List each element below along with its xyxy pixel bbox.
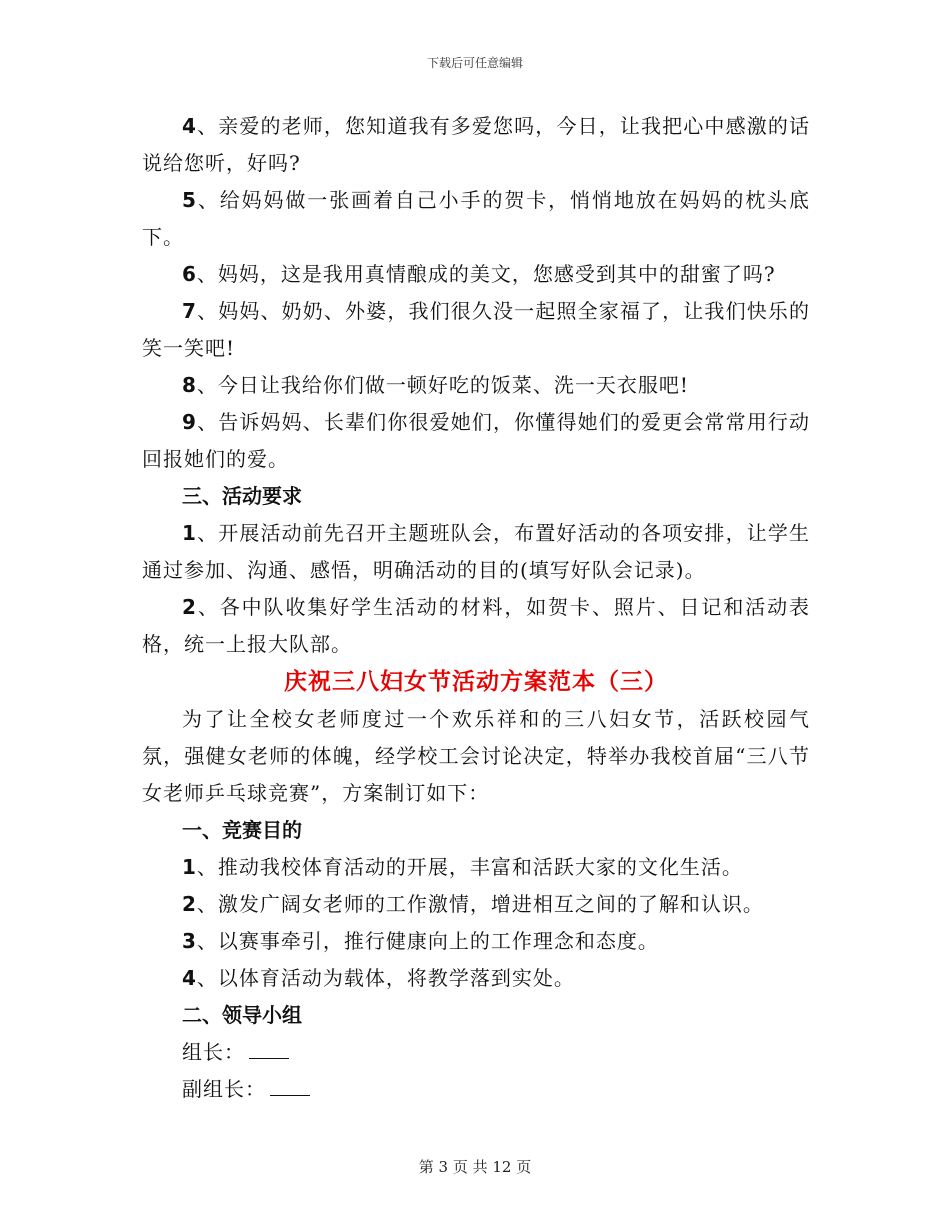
leader-line: [142, 1034, 810, 1071]
section-heading-leaders: 二、领导小组: [182, 1003, 302, 1027]
item-number: 5: [182, 188, 197, 212]
list-item: [142, 960, 810, 997]
list-item: [142, 589, 810, 663]
item-number: 8: [182, 373, 197, 397]
list-item: [142, 849, 810, 886]
page-number: 第 3 页 共 12 页: [418, 1158, 532, 1176]
item-number: 6: [182, 262, 197, 286]
section-heading-goal: 一、竞赛目的: [182, 818, 302, 842]
item-number: 9: [182, 410, 197, 434]
section-heading-requirements: 三、活动要求: [182, 484, 302, 508]
page-header-note: 下载后可任意编辑: [426, 56, 523, 70]
list-item: [142, 923, 810, 960]
intro-paragraph: 为了让全校女老师度过一个欢乐祥和的三八妇女节，活跃校园气氛，强健女老师的体魄，经学校工会讨论决定，特举办我校首届“三八节女老师乒乓球竞赛”，方案制订如下：: [142, 707, 810, 805]
leader-blank: [249, 1057, 289, 1059]
document-section-title: 庆祝三八妇女节活动方案范本（三）: [284, 669, 668, 695]
item-text: 、给妈妈做一张画着自己小手的贺卡，悄悄地放在妈妈的枕头底下。: [142, 188, 810, 249]
item-text: 、各中队收集好学生活动的材料，如贺卡、照片、日记和活动表格，统一上报大队部。: [142, 595, 810, 656]
list-item: [142, 108, 810, 182]
item-text: 、亲爱的老师，您知道我有多爱您吗，今日，让我把心中感激的话说给您听，好吗?: [142, 114, 810, 175]
item-text: 、以赛事牵引，推行健康向上的工作理念和态度。: [196, 929, 659, 953]
item-text: 、告诉妈妈、长辈们你很爱她们，你懂得她们的爱更会常常用行动回报她们的爱。: [142, 410, 810, 471]
list-item: [142, 256, 810, 293]
item-text: 、开展活动前先召开主题班队会，布置好活动的各项安排，让学生通过参加、沟通、感悟，明确活动的目的(填写好队会记录)。: [142, 521, 810, 582]
item-number: 2: [182, 892, 197, 916]
list-item: [142, 404, 810, 478]
item-number: 1: [182, 855, 197, 879]
item-number: 4: [182, 114, 197, 138]
item-text: 、妈妈，这是我用真情酿成的美文，您感受到其中的甜蜜了吗?: [196, 262, 776, 286]
leader-label: 组长：: [182, 1040, 245, 1064]
item-text: 、妈妈、奶奶、外婆，我们很久没一起照全家福了，让我们快乐的笑一笑吧!: [142, 299, 810, 360]
item-text: 、激发广阔女老师的工作激情，增进相互之间的了解和认识。: [196, 892, 764, 916]
item-number: 1: [182, 521, 197, 545]
deputy-blank: [270, 1094, 310, 1096]
deputy-label: 副组长：: [182, 1077, 266, 1101]
list-item: [142, 367, 810, 404]
item-text: 、今日让我给你们做一顿好吃的饭菜、洗一天衣服吧!: [196, 373, 689, 397]
item-text: 、推动我校体育活动的开展，丰富和活跃大家的文化生活。: [196, 855, 743, 879]
list-item: [142, 182, 810, 256]
list-item: [142, 886, 810, 923]
document-body: [142, 108, 810, 1108]
item-number: 2: [182, 595, 197, 619]
item-number: 7: [182, 299, 197, 323]
item-text: 、以体育活动为载体，将教学落到实处。: [196, 966, 575, 990]
deputy-line: [142, 1071, 810, 1108]
list-item: [142, 515, 810, 589]
item-number: 3: [182, 929, 197, 953]
list-item: [142, 293, 810, 367]
item-number: 4: [182, 966, 197, 990]
